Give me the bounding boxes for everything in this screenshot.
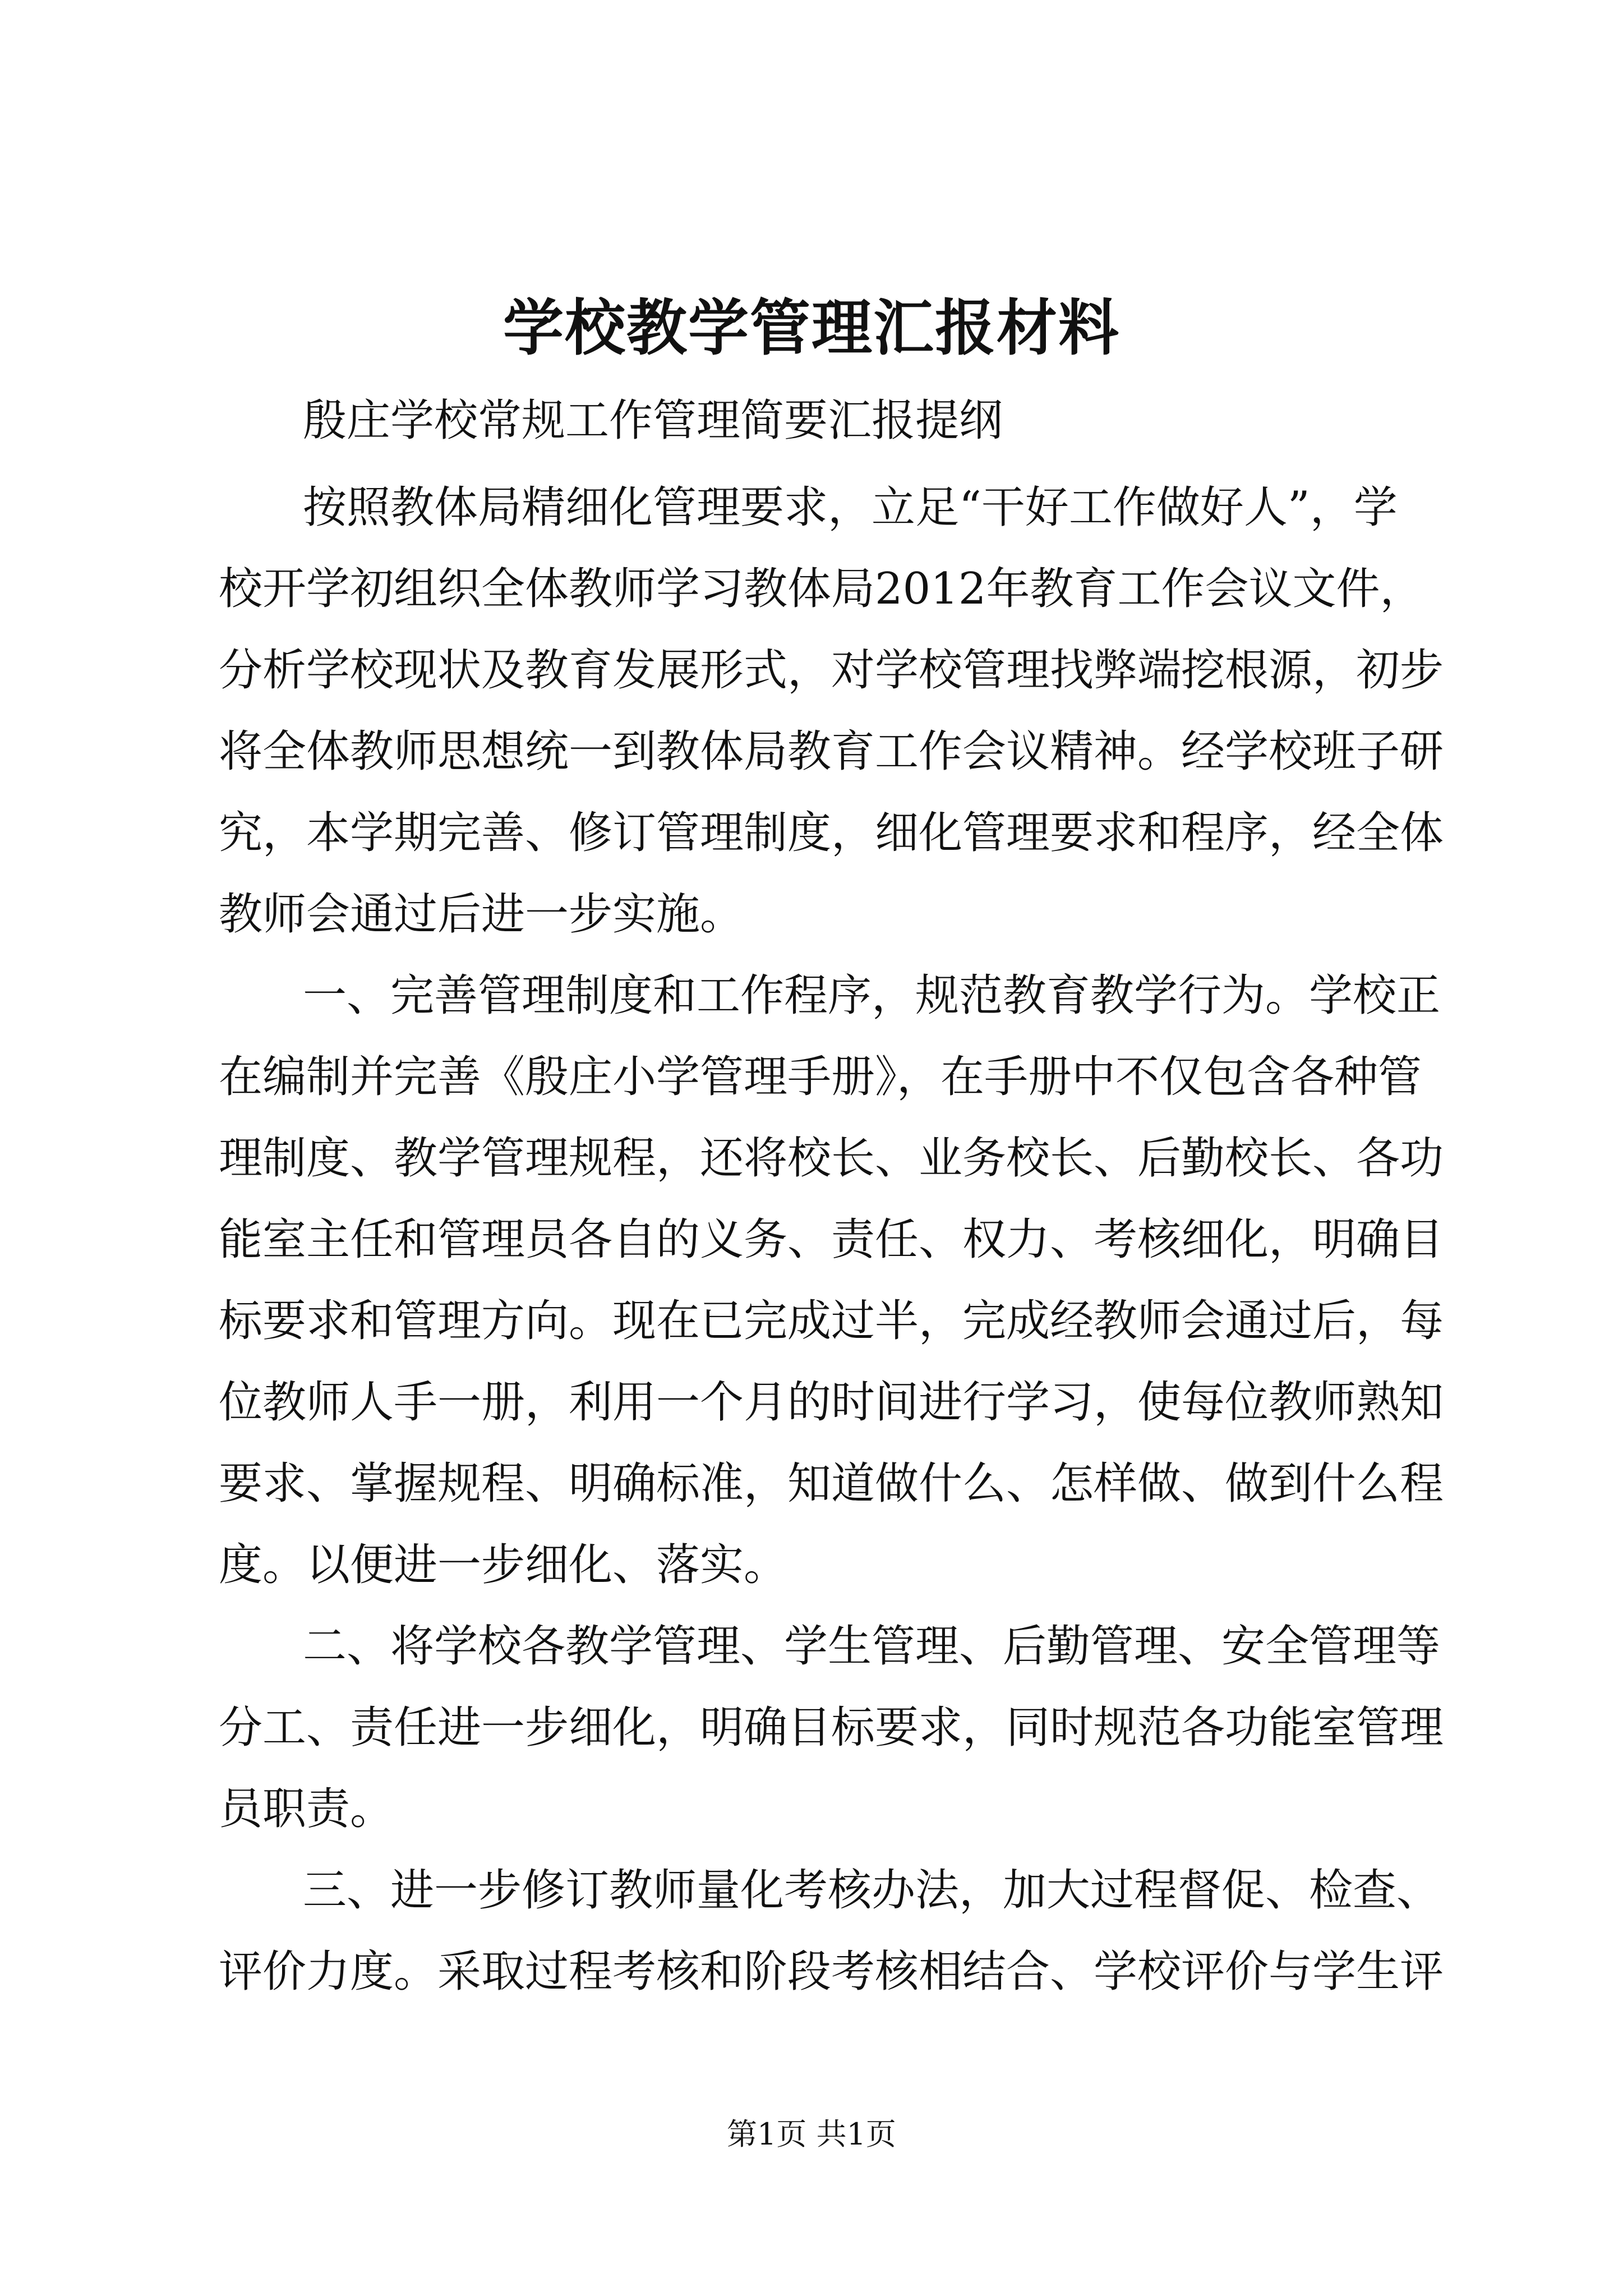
paragraph-line: 究，本学期完善、修订管理制度，细化管理要求和程序，经全体	[219, 808, 1444, 858]
paragraph-line: 能室主任和管理员各自的义务、责任、权力、考核细化，明确目	[219, 1214, 1444, 1265]
paragraph-line: 标要求和管理方向。现在已完成过半，完成经教师会通过后，每	[219, 1296, 1444, 1346]
paragraph-line: 二、将学校各教学管理、学生管理、后勤管理、安全管理等	[303, 1621, 1441, 1672]
paragraph-line: 位教师人手一册，利用一个月的时间进行学习，使每位教师熟知	[219, 1377, 1444, 1428]
paragraph-line: 理制度、教学管理规程，还将校长、业务校长、后勤校长、各功	[219, 1133, 1444, 1184]
paragraph-line: 度。以便进一步细化、落实。	[219, 1540, 788, 1590]
paragraph-line: 一、完善管理制度和工作程序，规范教育教学行为。学校正	[303, 970, 1441, 1021]
paragraph-line: 分析学校现状及教育发展形式，对学校管理找弊端挖根源，初步	[219, 645, 1444, 696]
paragraph-line: 教师会通过后进一步实施。	[219, 889, 744, 940]
paragraph-line: 在编制并完善《殷庄小学管理手册》，在手册中不仅包含各种管	[219, 1052, 1422, 1102]
paragraph-line: 按照教体局精细化管理要求，立足“干好工作做好人”，学	[303, 482, 1398, 533]
paragraph-line: 校开学初组织全体教师学习教体局2012年教育工作会议文件，	[219, 564, 1424, 614]
paragraph-line: 员职责。	[219, 1784, 394, 1834]
document-subtitle: 殷庄学校常规工作管理简要汇报提纲	[303, 395, 1003, 446]
paragraph-line: 将全体教师思想统一到教体局教育工作会议精神。经学校班子研	[219, 726, 1444, 777]
paragraph-line: 分工、责任进一步细化，明确目标要求，同时规范各功能室管理	[219, 1703, 1444, 1753]
paragraph-line: 三、进一步修订教师量化考核办法，加大过程督促、检查、	[303, 1865, 1441, 1916]
paragraph-line: 评价力度。采取过程考核和阶段考核相结合、学校评价与学生评	[219, 1947, 1444, 1997]
page-number-footer: 第1页 共1页	[727, 2116, 896, 2152]
paragraph-line: 要求、掌握规程、明确标准，知道做什么、怎样做、做到什么程	[219, 1458, 1444, 1509]
document-title: 学校教学管理汇报材料	[502, 293, 1120, 364]
